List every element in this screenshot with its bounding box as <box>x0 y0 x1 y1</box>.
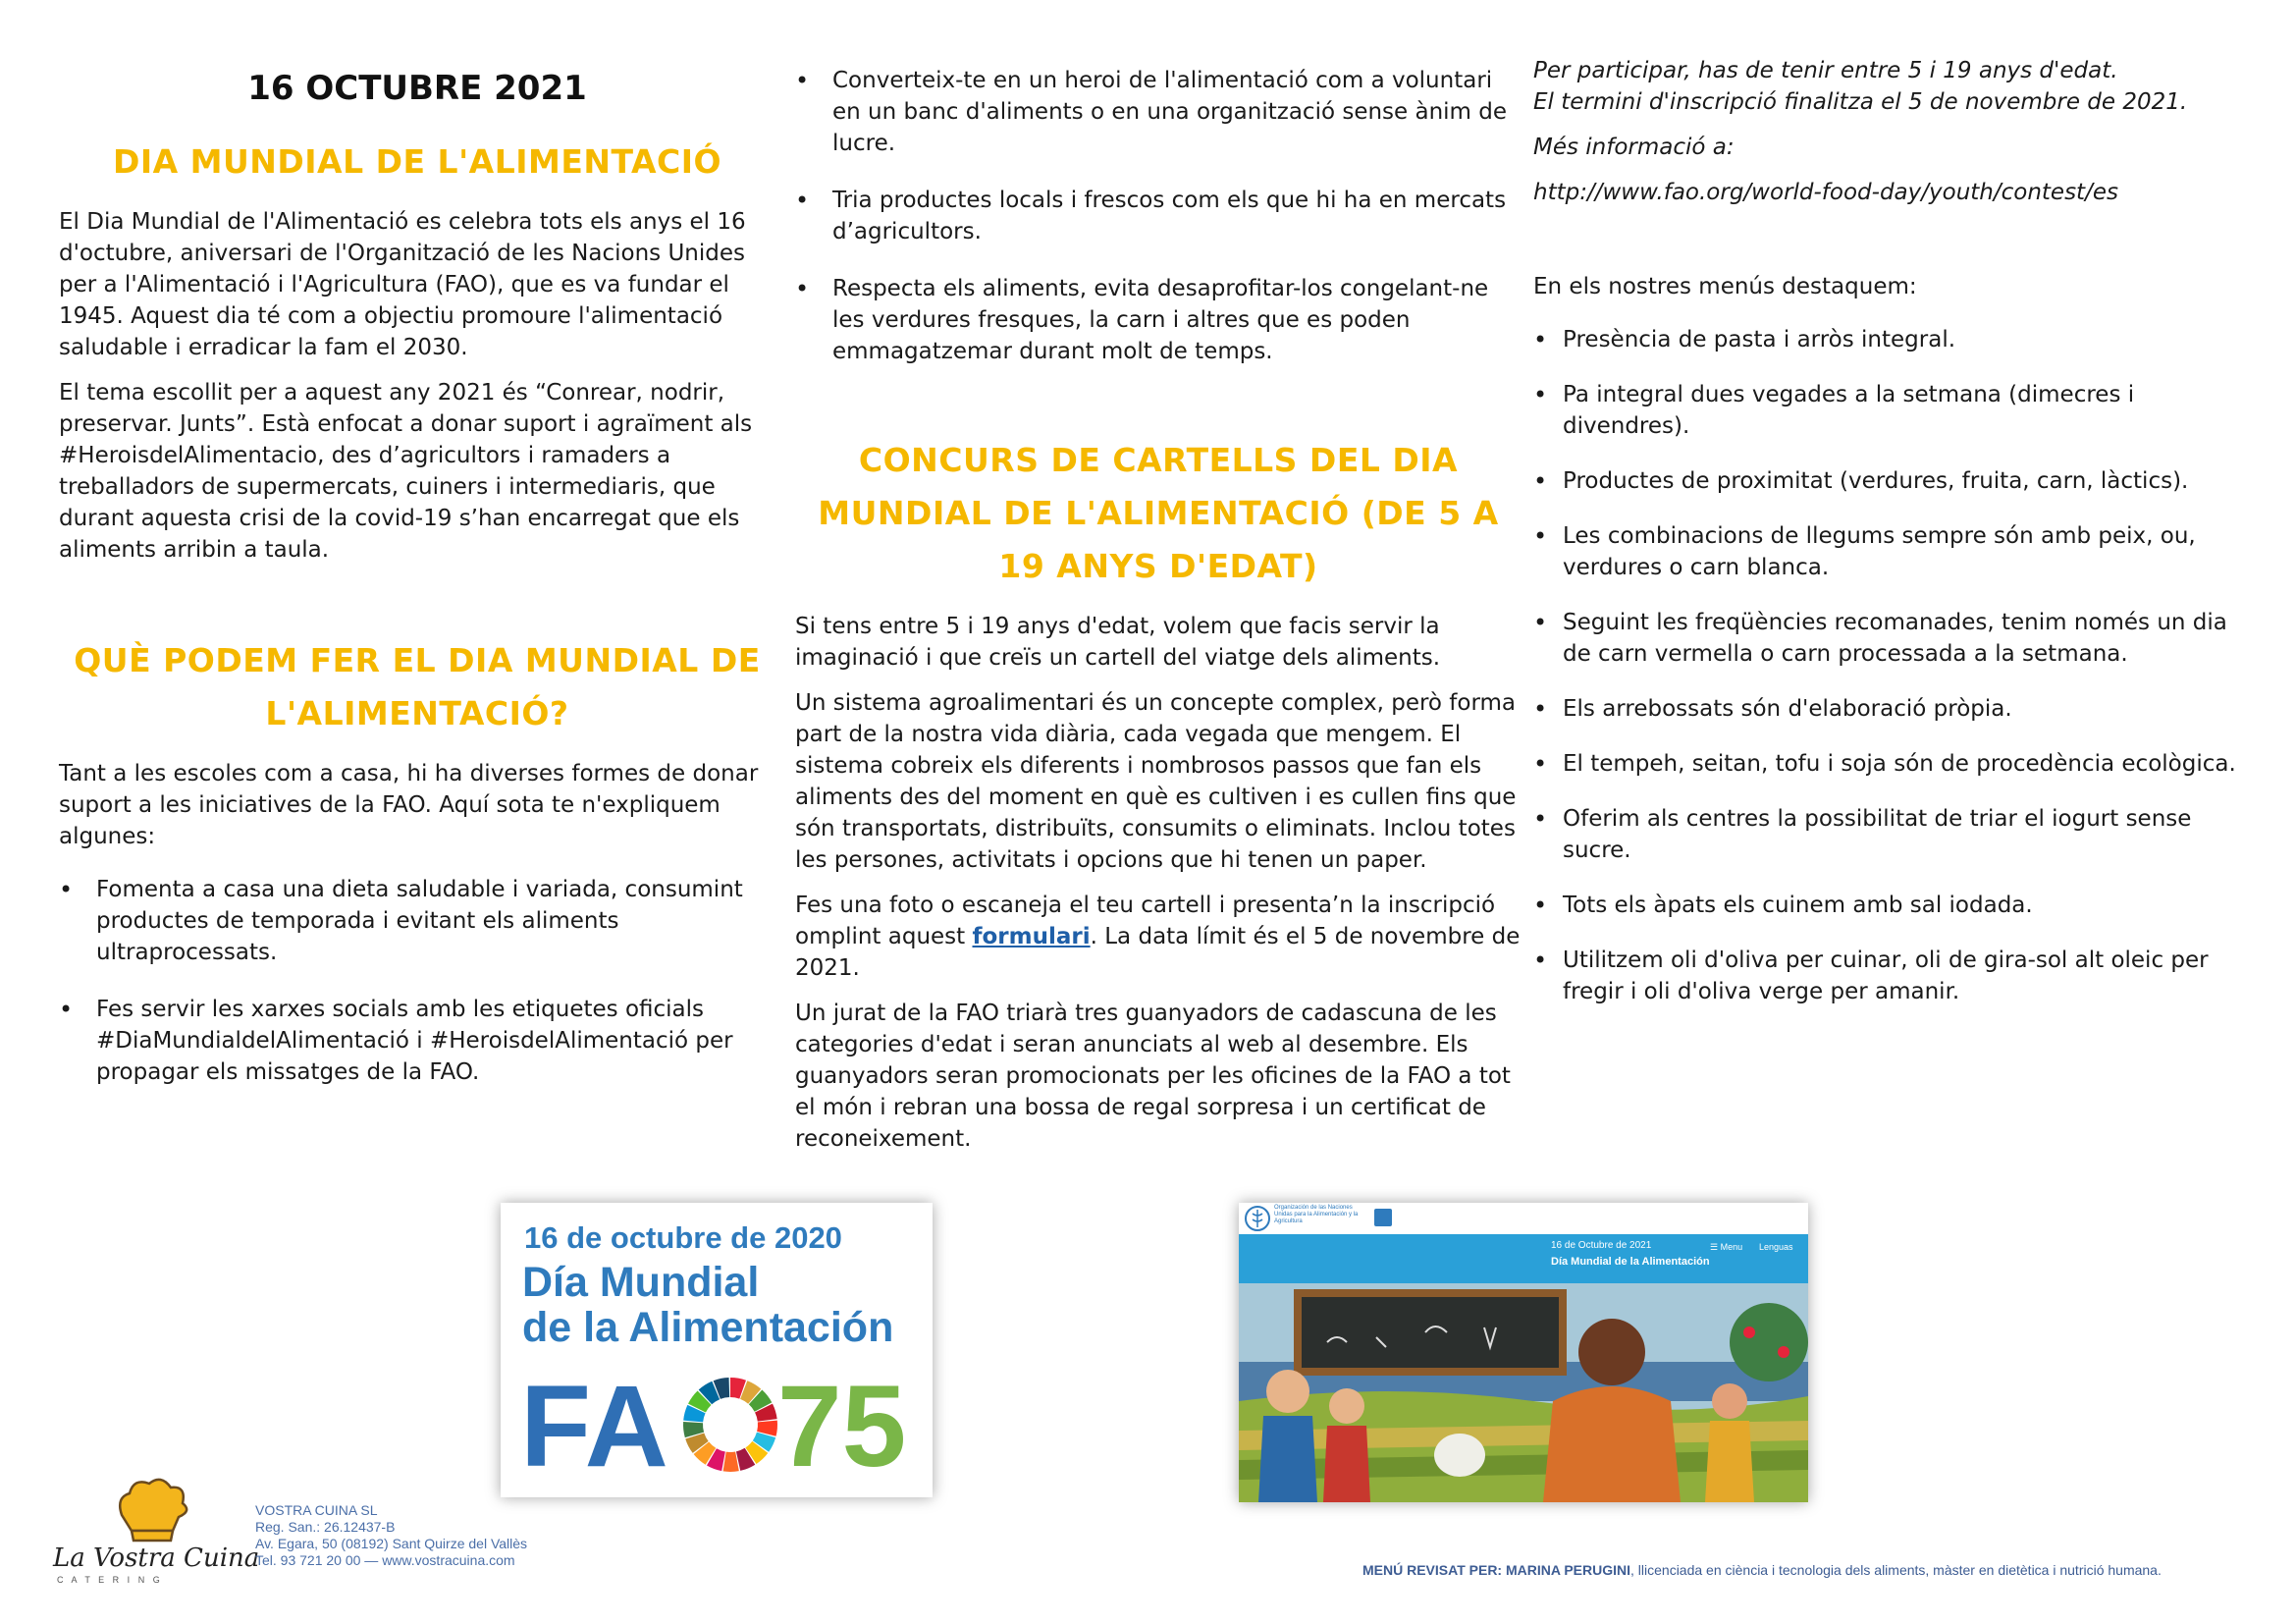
world-food-day-illustration <box>1239 1203 1808 1502</box>
language-button[interactable]: Lenguas <box>1759 1242 1793 1252</box>
ways-list-continued <box>795 65 1522 367</box>
paragraph-agrifood-system: Un sistema agroalimentari és un concepte complex, però forma part de la nostra vida diària, cada vegada que mengem. El sistema cobreix els diferents i nombrosos passos que fan els aliments des del moment en què es cultiven i es cullen fins que són transportats, distribuïts, consumits o eliminats. Inclou totes les persones, activitats i opcions que hi tenen un paper. <box>795 690 1517 873</box>
heading-poster-contest: CONCURS DE CARTELLS DEL DIA MUNDIAL DE L'ALIMENTACIÓ (DE 5 A 19 ANYS D'EDAT) <box>818 441 1499 585</box>
info-more: Més informació a: <box>1533 135 1735 160</box>
menu-reviewer <box>1362 1562 2162 1578</box>
menu-highlights-list <box>1533 324 2260 1007</box>
list-item: • Tots els àpats els cuinem amb sal iodada. <box>1533 890 2260 921</box>
fao-card-date: 16 de octubre de 2020 <box>524 1220 842 1255</box>
list-item: • Converteix-te en un heroi de l'alimentació com a voluntari en un banc d'aliments o en una organització sense ànim de lucre. <box>795 65 1522 159</box>
date-heading: 16 OCTUBRE 2021 <box>247 69 587 108</box>
sdg-icon <box>1374 1209 1392 1226</box>
list-item: • Pa integral dues vegades a la setmana (dimecres i divendres). <box>1533 379 2260 442</box>
list-item: • Oferim als centres la possibilitat de triar el iogurt sense sucre. <box>1533 803 2260 866</box>
sdg-segment <box>723 1452 739 1472</box>
fao75-image <box>501 1203 933 1497</box>
info-url[interactable]: http://www.fao.org/world-food-day/youth/contest/es <box>1533 180 2118 205</box>
list-item: • Fomenta a casa una dieta saludable i variada, consumint productes de temporada i evitant els aliments ultraprocessats. <box>59 874 775 968</box>
column-left <box>59 55 775 1113</box>
submit-text-after: . La data límit és el 5 de novembre de 2021. <box>795 924 1521 981</box>
paragraph-contest-intro: Si tens entre 5 i 19 anys d'edat, volem que facis servir la imaginació i que creïs un cartell del viatge dels aliments. <box>795 614 1441 671</box>
company-info <box>255 1502 527 1569</box>
list-item: • Fes servir les xarxes socials amb les etiquetes oficials #DiaMundialdelAlimentació i #HeroisdelAlimentació per propagar els missatges de la FAO. <box>59 994 775 1088</box>
fao-site-header <box>1239 1203 1808 1234</box>
form-link[interactable]: formulari <box>972 924 1091 949</box>
list-item: • Seguint les freqüències recomanades, tenim només un dia de carn vermella o carn processada a la setmana. <box>1533 607 2260 670</box>
paragraph-jury: Un jurat de la FAO triarà tres guanyadors de cadascuna de les categories d'edat i seran anunciats al web al desembre. Els guanyadors seran promocionats per les oficines de la FAO a tot el món i rebran una bossa de regal sorpresa i un certificat de reconeixement. <box>795 1001 1511 1152</box>
column-right <box>1533 55 2260 1031</box>
list-item: • Respecta els aliments, evita desaprofitar-los congelant-ne les verdures fresques, la carn i altres que es poden emmagatzemar durant molt de temps. <box>795 273 1522 367</box>
list-item: • Utilitzem oli d'oliva per cuinar, oli de gira-sol alt oleic per fregir i oli d'oliva verge per amanir. <box>1533 945 2260 1007</box>
paragraph-submit <box>795 890 1522 984</box>
menus-intro: En els nostres menús destaquem: <box>1533 274 1917 299</box>
fao-card-title <box>522 1260 893 1350</box>
menu-button[interactable]: ☰ Menu <box>1710 1242 1743 1252</box>
list-item: • Els arrebossats són d'elaboració pròpia. <box>1533 693 2260 725</box>
submit-text-before: Fes una foto o escaneja el teu cartell i presenta’n la inscripció omplint aquest <box>795 893 1496 949</box>
company-address: Av. Egara, 50 (08192) Sant Quirze del Vallès <box>255 1536 528 1551</box>
fao75-logo-icon <box>520 1362 913 1491</box>
company-tel: Tel. 93 721 20 00 — www.vostracuina.com <box>255 1552 515 1568</box>
reviewer-text: , llicenciada en ciència i tecnologia dels aliments, màster en dietètica i nutrició humana. <box>1630 1562 2162 1578</box>
paragraph-ways: Tant a les escoles com a casa, hi ha diverses formes de donar suport a les iniciatives de la FAO. Aquí sota te n'expliquem algunes: <box>59 761 759 849</box>
fao-card-title-line1: Día Mundial <box>522 1259 760 1306</box>
banner-title: Día Mundial de la Alimentación <box>1551 1256 1710 1268</box>
reviewer-label: MENÚ REVISAT PER: MARINA PERUGINI <box>1362 1562 1631 1578</box>
fao-site-banner <box>1239 1234 1808 1283</box>
list-item: • El tempeh, seitan, tofu i soja són de procedència ecològica. <box>1533 748 2260 780</box>
list-item: • Presència de pasta i arròs integral. <box>1533 324 2260 355</box>
svg-text:75: 75 <box>777 1362 907 1491</box>
fao-card-title-line2: de la Alimentación <box>522 1304 894 1351</box>
fao-org-name: Organización de las Naciones Unidas para la Alimentación y la Agricultura <box>1274 1205 1359 1224</box>
paragraph-theme: El tema escollit per a aquest any 2021 és “Conrear, nodrir, preservar. Junts”. Està enfocat a donar suport i agraïment als #HeroisdelAlimentacio, des d’agricultors i ramaders a treballadors de supermercats, cuiners i intermediaris, que durant aquesta crisi de la covid-19 s’han encarregat que els aliments arribin a taula. <box>59 380 753 563</box>
list-item: • Productes de proximitat (verdures, fruita, carn, làctics). <box>1533 465 2260 497</box>
list-item: • Tria productes locals i frescos com els que hi ha en mercats d’agricultors. <box>795 185 1522 247</box>
heading-what-can-we-do: QUÈ PODEM FER EL DIA MUNDIAL DE L'ALIMENTACIÓ? <box>74 641 761 732</box>
illustration-scene-icon <box>1239 1283 1808 1502</box>
la-vostra-cuina-logo-icon <box>51 1468 260 1586</box>
ways-list <box>59 874 775 1088</box>
list-item: • Les combinacions de llegums sempre són amb peix, ou, verdures o carn blanca. <box>1533 520 2260 583</box>
banner-date: 16 de Octubre de 2021 <box>1551 1240 1652 1251</box>
heading-world-food-day: DIA MUNDIAL DE L'ALIMENTACIÓ <box>112 142 722 181</box>
company-reg: Reg. San.: 26.12437-B <box>255 1519 396 1535</box>
company-name: VOSTRA CUINA SL <box>255 1502 378 1518</box>
paragraph-intro: El Dia Mundial de l'Alimentació es celebra tots els anys el 16 d'octubre, aniversari de l'Organització de les Nacions Unides per a l'Alimentació i l'Agricultura (FAO), que es va fundar el 1945. Aquest dia té com a objectiu promoure l'alimentació saludable i erradicar la fam el 2030. <box>59 209 746 360</box>
svg-text:C A T E R I N G: C A T E R I N G <box>57 1575 163 1585</box>
svg-text:FA: FA <box>520 1362 668 1491</box>
column-middle <box>795 65 1522 1168</box>
info-age: Per participar, has de tenir entre 5 i 19 anys d'edat. <box>1533 58 2118 83</box>
info-deadline: El termini d'inscripció finalitza el 5 de novembre de 2021. <box>1533 89 2188 115</box>
svg-text:La Vostra Cuina: La Vostra Cuina <box>53 1543 260 1573</box>
fao-logo-icon <box>1243 1204 1272 1233</box>
